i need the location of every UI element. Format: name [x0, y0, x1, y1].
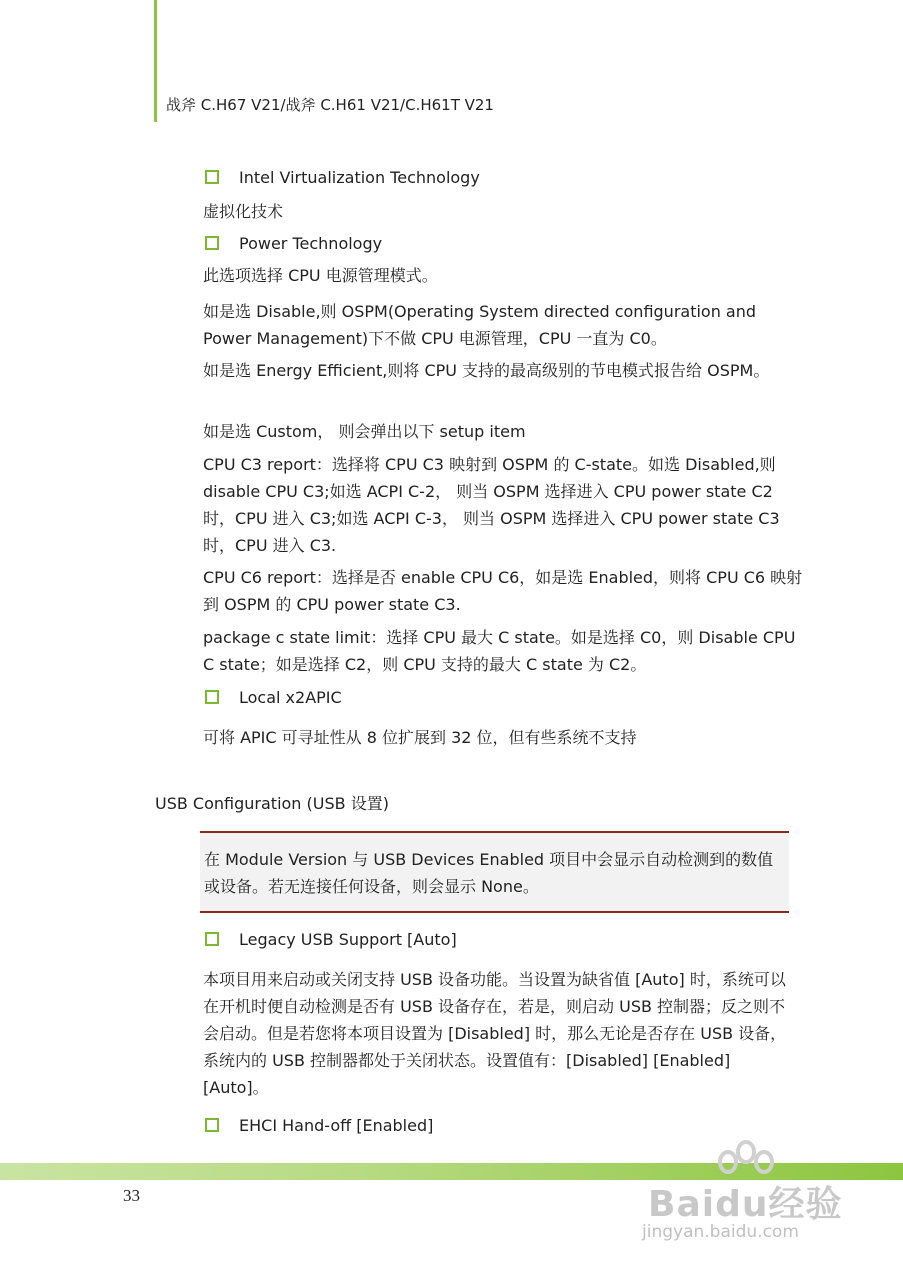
checkbox-bullet-icon [205, 236, 219, 250]
checkbox-bullet-icon [205, 170, 219, 184]
checkbox-bullet-icon [205, 690, 219, 704]
usb-note-text: 在 Module Version 与 USB Devices Enabled 项目中会显示自动检测到的数值或设备。若无连接任何设备，则会显示 None。 [204, 850, 774, 896]
item-label: Power Technology [239, 234, 383, 253]
power-paragraph-4: 如是选 Custom， 则会弹出以下 setup item [203, 422, 526, 441]
power-paragraph-2: 如是选 Disable,则 OSPM(Operating System directed configuration and Power Management)下不做 CPU 电源管理，CPU 一直为 C0。 [203, 302, 757, 348]
power-paragraph-3: 如是选 Energy Efficient,则将 CPU 支持的最高级别的节电模式报告给 OSPM。 [203, 361, 770, 380]
item-legacy-usb-support [205, 929, 457, 951]
watermark-brand: Baidu经验 [648, 1184, 843, 1225]
power-paragraph-6: CPU C6 report：选择是否 enable CPU C6，如是选 Enabled，则将 CPU C6 映射到 OSPM 的 CPU power state C3. [203, 568, 803, 614]
checkbox-bullet-icon [205, 932, 219, 946]
watermark-url: jingyan.baidu.com [642, 1222, 799, 1242]
item-power-technology [205, 233, 382, 255]
item-label: Legacy USB Support [Auto] [239, 930, 457, 949]
legacy-usb-description: 本项目用来启动或关闭支持 USB 设备功能。当设置为缺省值 [Auto] 时，系统可以在开机时便自动检测是否有 USB 设备存在，若是，则启动 USB 控制器；反之则不会启动。但是若您将本项目设置为 [Disabled] 时，那么无论是否存在 USB 设备，系统内的 USB 控制器都处于关闭状态。设置值有：[Disabled] [Enabled] [Auto]。 [203, 970, 787, 1097]
item-label: Intel Virtualization Technology [239, 168, 480, 187]
ivt-description: 虚拟化技术 [203, 202, 284, 221]
item-label: Local x2APIC [239, 688, 342, 707]
item-local-x2apic [205, 687, 342, 709]
item-label: EHCI Hand-off [Enabled] [239, 1116, 434, 1135]
power-paragraph-1: 此选项选择 CPU 电源管理模式。 [203, 266, 438, 285]
usb-section-title: USB Configuration (USB 设置) [155, 794, 389, 813]
item-ehci-hand-off [205, 1115, 433, 1137]
page-header: 战斧 C.H67 V21/战斧 C.H61 V21/C.H61T V21 [166, 96, 494, 114]
baidu-jingyan-watermark [640, 1140, 860, 1250]
power-paragraph-5: CPU C3 report：选择将 CPU C3 映射到 OSPM 的 C-state。如选 Disabled,则 disable CPU C3;如选 ACPI C-2， 则当 OSPM 选择进入 CPU power state C2 时，CPU 进入 C3;如选 ACPI C-3， 则当 OSPM 选择进入 CPU power state C3 时，CPU 进入 C3. [203, 455, 780, 555]
checkbox-bullet-icon [205, 1118, 219, 1132]
item-intel-virtualization [205, 167, 480, 189]
x2apic-description: 可将 APIC 可寻址性从 8 位扩展到 32 位，但有些系统不支持 [203, 728, 637, 747]
page-number: 33 [123, 1186, 140, 1205]
header-accent-line [154, 0, 157, 122]
usb-note-box [200, 831, 789, 913]
power-paragraph-7: package c state limit：选择 CPU 最大 C state。如是选择 C0，则 Disable CPU C state；如是选择 C2，则 CPU 支持的最大 C state 为 C2。 [203, 628, 796, 674]
